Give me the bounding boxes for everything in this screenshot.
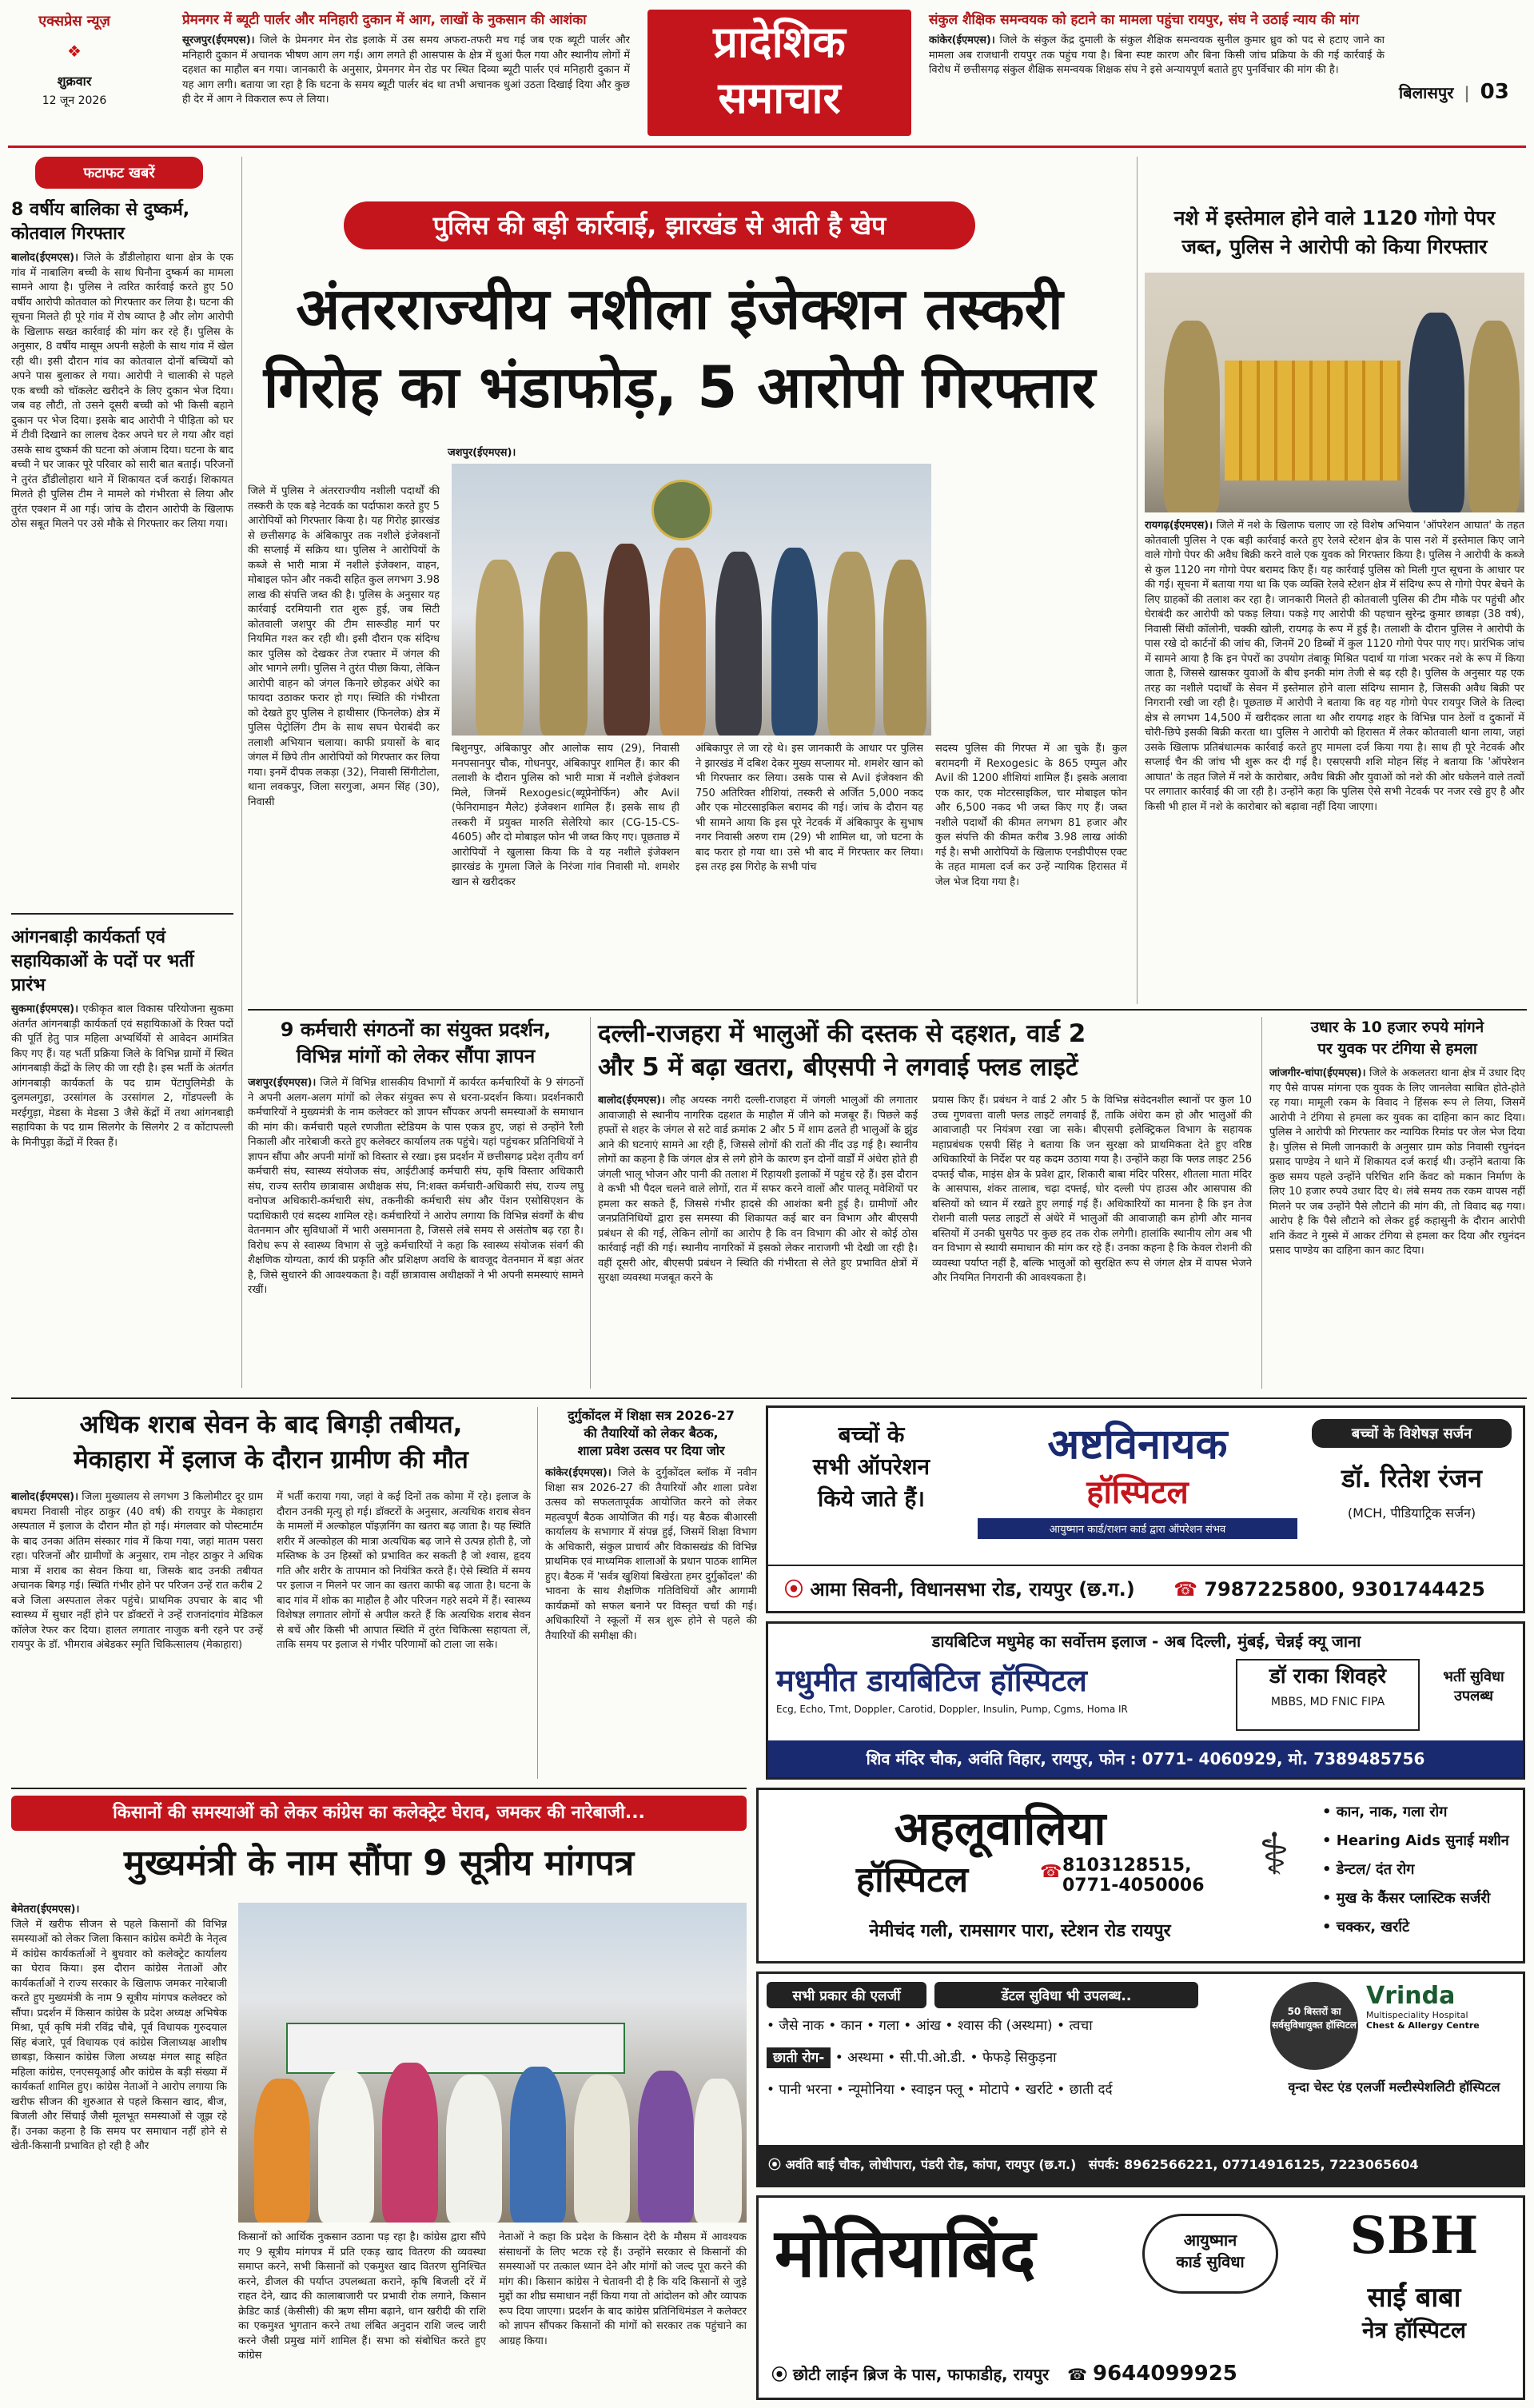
brief-text: एकीकृत बाल विकास परियोजना सुकमा अंतर्गत आंगनबाड़ी कार्यकर्ता एवं सहायिकाओं के रिक्त पदों की पूर्ति हेतु पात्र महिला अभ्यर्थियों से आवेदन आमंत्रित किए गए हैं। यह भर्ती प्रक्रिया जिले के विभिन्न ग्रामों में स्थित आंगनबाड़ी केंद्रों के लिए की जा रही है। इस भर्ती के अंतर्गत आंगनबाड़ी कार्यकर्ता के पद ग्राम पेंटापुलिमेडी के दुलमलगुड़ा, उरसांगल के उरसांगल 2, गोंडपल्ली के मरईगुड़ा, मेडसा के मेडसा 3 जैसे केंद्रों में तथा आंगनबाड़ी सहायिका के पद ग्राम सिलगेर के सिलगेर 2 व कोंटापल्ली के मिनीपुड़ा केंद्रों में रिक्त हैं। (11, 1003, 233, 1149)
ad-scheme-strip: आयुष्मान कार्ड/राशन कार्ड द्वारा ऑपरेशन संभव (978, 1518, 1297, 1539)
ad-doctor-degree: MBBS, MD FNIC FIPA (1270, 1696, 1385, 1708)
page-locator: बिलासपुर | 03 (1399, 80, 1509, 104)
story-text: जिले के दुर्गुकोंदल ब्लॉक में नवीन शिक्षा सत्र 2026-27 की तैयारियों और शाला प्रवेश उत्सव को सफलतापूर्वक आयोजित करने को लेकर महत्वपूर्ण बैठक आयोजित की गई। यह बैठक बीआरसी कार्यालय के सभागार में संपन्न हुई, जिसमें शिक्षा विभाग के अधिकारी, संकुल प्राचार्य और विकासखंड की विभिन्न प्राथमिक एवं माध्यमिक शालाओं के प्रधान पाठक शामिल हुए। बैठक में 'सर्वत्र खुशियां बिखेरता हमर दुर्गुकोंदल' की भावना के साथ शैक्षणिक गतिविधियों और आगामी कार्यक्रमों को सफल बनाने पर विस्तृत चर्चा की गई। अधिकारियों ने स्कूलों में सत्र शुरू होने से पहले की तैयारियों की समीक्षा की। (545, 1467, 757, 1642)
ad-vrinda-name: Vrinda (1366, 1982, 1456, 2010)
ad-hospital-name: अष्टविनायक (1047, 1421, 1228, 1469)
story-headline-1: 9 कर्मचारी संगठनों का संयुक्त प्रदर्शन, (280, 1019, 552, 1041)
bottom-body-col1 (11, 1903, 227, 2398)
protester-figure (254, 2079, 310, 2223)
brief-divider (11, 913, 233, 915)
story-text: जिले में विभिन्न शासकीय विभागों में कार्यरत कर्मचारियों के 9 संगठनों ने अपनी अलग-अलग मांगों को लेकर संयुक्त रूप से धरना-प्रदर्शन किया। प्रदर्शनकारी कर्मचारियों ने मुख्यमंत्री के नाम कलेक्टर को ज्ञापन सौंपकर अपनी समस्याओं के समाधान की मांग की। कर्मचारी पहले रणजीता स्टेडियम के पास एकत्र हुए, जहां से उन्होंने रैली निकाली और नारेबाजी करते हुए कलेक्टर कार्यालय तक पहुंचे। यहां पहुंचकर प्रतिनिधियों ने ज्ञापन सौंपा और अपनी मांगों को विस्तार से रखा। इस प्रदर्शन में छत्तीसगढ़ प्रदेश तृतीय वर्ग कर्मचारी संघ, स्वास्थ्य संयोजक संघ, आईटीआई कर्मचारी संघ, कृषि विस्तार अधिकारी संघ, राज्य स्तरीय छात्रावास अधीक्षक संघ, नि:शक्त कर्मचारी-अधिकारी संघ, राज्य लघु वनोपज अधिकारी-कर्मचारी संघ, तकनीकी कर्मचारी संघ और पेंशन एसोसिएशन के पदाधिकारी एवं सदस्य शामिल रहे। कर्मचारियों ने आरोप लगाया कि विभिन्न संवर्गों के बीच वेतनमान और सुविधाओं में भारी असमानता है, जिससे लंबे समय से असंतोष बढ़ रहा है। विरोध रूप से स्वास्थ्य विभाग से जुड़े कर्मचारियों ने कहा कि स्वास्थ्य संयोजक संवर्ग की शैक्षणिक योग्यता, कार्य की प्रकृति और प्रशिक्षण अवधि के बावजूद वेतनमान में बड़ा अंतर है, जिसे सुधारने की आवश्यकता है। वहीं छात्रावास अधीक्षकों ने भी अपनी समस्याएं सामने रखीं। (248, 1077, 584, 1296)
bottom-body-col2: किसानों को आर्थिक नुकसान उठाना पड़ रहा है। कांग्रेस द्वारा सौंपे गए 9 सूत्रीय मांगपत्र में प्रति एकड़ खाद वितरण की व्यवस्था समाप्त करने, सभी किसानों को एकमुश्त खाद वितरण सुनिश्चित करने, डीजल की पर्याप्त उपलब्धता कराने, कृषि बिजली दरें में राहत देने, खाद की कालाबाजारी पर प्रभावी रोक लगाने, किसान क्रेडिट कार्ड (केसीसी) की ऋण सीमा बढ़ाने, धान खरीदी की राशि का एकमुश्त भुगतान करने तथा लंबित अनुदान राशि जल्द जारी करने जैसी प्रमुख मांगें शामिल हैं। सभा को संबोधित करते हुए कांग्रेस (238, 2231, 486, 2362)
police-emblem-icon (651, 480, 712, 540)
ad-phones (1040, 1856, 1230, 1896)
brief-body (11, 1003, 233, 1378)
ad-address: नेमीचंद गली, रामसागर पारा, स्टेशन रोड रायपुर (869, 1921, 1171, 1941)
teaser-headline: संकुल शैक्षिक समन्वयक को हटाने का मामला पहुंचा रायपुर, संघ ने उठाई न्याय की मांग (929, 12, 1360, 28)
ad-hospital-name: अहलूवालिया (894, 1801, 1106, 1856)
teaser-dateline: सूरजपुर(ईएमएस)। (182, 34, 255, 46)
masthead-divider (8, 146, 1526, 148)
section-divider (11, 1788, 747, 1789)
ad-ahluwalia (756, 1788, 1525, 1963)
issue-date: 12 जून 2026 (42, 94, 107, 107)
accused-figure (1408, 313, 1464, 512)
ad-service-item: • कान, नाक, गला रोग (1322, 1804, 1448, 1820)
ad-madhumeet (766, 1621, 1525, 1780)
story-headline-1: उधार के 10 हजार रुपये मांगने (1310, 1019, 1484, 1036)
protest-photo (238, 1903, 747, 2223)
officer-figure (1164, 321, 1220, 512)
ad-motiyabind (756, 2195, 1525, 2400)
story-body-col2: में भर्ती कराया गया, जहां वे कई दिनों तक कोमा में रहे। इलाज के दौरान उनकी मृत्यु हो गई। डॉक्टरों के अनुसार, अत्यधिक शराब सेवन के मामलों में अल्कोहल पॉइज़निंग का खतरा बढ़ जाता है। यह स्थिति शरीर में अल्कोहल की मात्रा अत्यधिक बढ़ जाने से उत्पन्न होती है, जो मस्तिष्क के उन हिस्सों को प्रभावित कर सकती है जो श्वास, हृदय गति और शरीर के तापमान को नियंत्रित करते हैं। ऐसे स्थिति में समय पर इलाज न मिलने पर जान का खतरा काफी बढ़ जाता है। घटना के बाद गांव में शोक का माहौल है और परिजन गहरे सदमे में हैं। स्वास्थ्य विशेषज्ञ लगातार लोगों से अपील करते हैं कि अत्यधिक शराब सेवन से बचें और किसी भी आपात स्थिति में तुरंत चिकित्सा सहायता लें, ताकि समय पर इलाज से गंभीर परिणामों को टाला जा सके। (277, 1491, 531, 1651)
brief-headline: आंगनबाड़ी कार्यकर्ता एवं सहायिकाओं के पदों पर भर्ती प्रारंभ (11, 927, 194, 995)
teaser-dateline: कांकेर(ईएमएस)। (929, 34, 995, 46)
ad-service-item: • चक्कर, खर्राटे (1322, 1919, 1410, 1936)
story-body (545, 1466, 757, 1778)
lead-arrest-photo (452, 464, 931, 736)
story-dateline: बालोद(ईएमएस)। (11, 1491, 79, 1503)
ad-sbh-name-line2: नेत्र हॉस्पिटल (1361, 2317, 1466, 2343)
ad-ayushman-badge (1142, 2214, 1278, 2294)
paper-name: एक्सप्रेस न्यूज़ (38, 13, 110, 30)
protester-figure (382, 2063, 438, 2223)
ad-services (1322, 1798, 1522, 1942)
ad-hospital-name: मधुमीत डायबिटिज हॉस्पिटल (776, 1663, 1087, 1698)
location-pin-icon: ⦿ (784, 1578, 803, 1601)
ad-doctor-degree: (MCH, पीडियाट्रिक सर्जन) (1347, 1505, 1476, 1521)
section-divider (248, 1009, 1527, 1011)
bottom-headline: मुख्यमंत्री के नाम सौंपा 9 सूत्रीय मांगपत्र (123, 1843, 635, 1884)
lead-body-col1: जिले में पुलिस ने अंतरराज्यीय नशीली पदार्थों की तस्करी के एक बड़े नेटवर्क का पर्दाफाश करते हुए 5 आरोपियों को गिरफ्तार किया है। यह गिरोह झारखंड से छत्तीसगढ़ के अंबिकापुर तक नशीले इंजेक्शनों की सप्लाई में सक्रिय था। पुलिस ने आरोपियों के कब्जे से भारी मात्रा में नशीले इंजेक्शन, वाहन, मोबाइल फोन और नकदी सहित कुल लगभग 3.98 लाख की संपत्ति जब्त की है। पुलिस के अनुसार यह कार्रवाई दरमियानी रात शुरू हुई, जब सिटी कोतवाली जशपुर की टीम सारूडीह मार्ग पर नियमित गश्त कर रही थी। इसी दौरान एक संदिग्ध कार पुलिस को देखकर तेज रफ्तार में जंगल की ओर भागने लगी। पुलिस ने तुरंत पीछा किया, लेकिन आरोपी वाहन को जंगल किनारे छोड़कर अंधेरे का फायदा उठाकर फरार हो गए। स्थिति की गंभीरता को देखते हुए पुलिस ने हाथीसार (फिनलेक) क्षेत्र में पुलिस पेट्रोलिंग टीम के साथ सघन घेराबंदी कर तलाशी अभियान चलाया। काफी प्रयासों के बाद जंगल में छिपे तीन आरोपियों को गिरफ्तार कर लिया गया। इनमें दीपक लकड़ा (32), निवासी सिंगीटोला, थाना लवकपुर, जिला सरगुजा, अमन सिंह (30), निवासी (248, 485, 440, 808)
ad-service-item: • Hearing Aids सुनाई मशीन (1322, 1832, 1509, 1849)
location-pin-icon: ⦿ (771, 2365, 787, 2384)
column-divider (537, 1407, 538, 1779)
section-title-line2: समाचार (718, 73, 841, 123)
employee-protest-story (248, 1017, 584, 1389)
phone-icon: ☎ (1067, 2365, 1088, 2384)
story-headline-1: दुर्गुकोंदल में शिक्षा सत्र 2026-27 (568, 1408, 735, 1423)
ad-title: मोतियाबिंद (775, 2214, 1036, 2292)
phone-icon: ☎ (1173, 1578, 1197, 1601)
protest-banner (286, 2023, 625, 2074)
ad-admission-line1: भर्ती सुविधा (1443, 1668, 1504, 1685)
lead-body-col2: बिशुनपुर, अंबिकापुर और आलोक साय (29), निवासी मनपसानपुर चौक, गोधनपुर, अंबिकापुर शामिल हैं। कार की तलाशी के दौरान पुलिस को भारी मात्रा में नशीले इंजेक्शन मिले, जिनमें Rexogesic(ब्यूप्रेनोर्फिन) और Avil (फेनिरामाइन मैलेट) इंजेक्शन शामिल हैं। इसके साथ ही तस्करी में प्रयुक्त मारुति सेलेरियो कार (CG-15-CS-4605) और दो मोबाइल फोन भी जब्त किए गए। पूछताछ में आरोपियों ने खुलासा किया कि वे यह नशीले इंजेक्शन झारखंड के गुमला जिले के निरंजा गांव निवासी मो. शमशेर खान से खरीदकर (452, 743, 679, 888)
protester-figure (510, 2067, 566, 2223)
column-divider (1137, 157, 1138, 1004)
ad-tagline-1: बच्चों के (838, 1421, 905, 1448)
right-story-text: जिले में नशे के खिलाफ चलाए जा रहे विशेष अभियान 'ऑपरेशन आघात' के तहत कोतवाली पुलिस ने एक बड़ी कार्रवाई करते हुए रेलवे स्टेशन क्षेत्र के पास नशे में इस्तेमाल किए जाने वाले गोगो पेपर की अवैध बिक्री करने वाले एक युवक को गिरफ्तार किया है। पुलिस ने आरोपी के कब्जे से कुल 1120 नग गोगो पेपर बरामद किए हैं। यह कार्रवाई पुलिस को मिली गुप्त सूचना के आधार पर की गई। सूचना में बताया गया था कि एक व्यक्ति रेलवे स्टेशन क्षेत्र में संदिग्ध रूप से गोगो पेपर बेचने के लिए ग्राहकों की तलाश कर रहा है। जानकारी मिलते ही कोतवाली पुलिस की टीम मौके पर पहुंची और घेराबंदी कर आरोपी को पकड़ लिया। पकड़े गए आरोपी की पहचान सुरेन्द्र कुमार छाबड़ा (38 वर्ष), निवासी सिंधी कॉलोनी, चक्की खोली, रायगढ़ के रूप में हुई है। तलाशी के दौरान पुलिस ने आरोपी के पास रखे दो कार्टनों की जांच की, जिनमें 20 डिब्बों में कुल 1120 गोगो पेपर पाए गए। प्रारंभिक जांच में सामने आया है कि इन पेपरों का उपयोग तंबाकू मिश्रित पदार्थ या गांजा भरकर नशे के रूप में किया जाता है, जिससे खासकर युवाओं के बीच इनकी मांग तेजी से बढ़ रही है। पुलिस के अनुसार यह एक तरह का नशीले पदार्थों के सेवन में इस्तेमाल होने वाला संदिग्ध सामान है, जिसकी अवैध बिक्री पर निगरानी रखी जा रही है। पूछताछ में आरोपी ने बताया कि वह यह गोगो पेपर रायपुर जिले के तिल्दा क्षेत्र से लगभग 14,500 में खरीदकर लाता था और रायगढ़ शहर के विभिन्न पान ठेलों व दुकानों में चोरी-छिपे इसकी बिक्री करता था। पुलिस ने आरोपी को हिरासत में लेकर कोतवाली थाना लाया, जहां उसके खिलाफ प्रतिबंधात्मक कार्रवाई करते हुए मामला दर्ज किया गया है। साथ ही पूरे नेटवर्क और सप्लाई चैन की जांच भी शुरू कर दी गई है। एसएसपी शशि मोहन सिंह ने बताया कि 'ऑपरेशन आघात' के तहत जिले में नशे के कारोबार, अवैध बिक्री और युवाओं को नशे की ओर धकेलने वाले तत्वों पर लगातार कार्रवाई की जा रही है। उन्होंने कहा कि पुलिस ऐसे सभी नेटवर्क पर नजर रखे हुए है और किसी भी हाल में नशे के कारोबार को बढ़ावा नहीं दिया जाएगा। (1145, 520, 1524, 813)
ad-footer (759, 2350, 1318, 2398)
ad-chest-label: छाती रोग- (767, 2047, 831, 2068)
story-headline-2: और 5 में बढ़ा खतरा, बीएसपी ने लगवाई फ्लड लाइटें (598, 1053, 1078, 1082)
column-divider (1261, 1017, 1262, 1389)
ad-other-list: • पानी भरना • न्यूमोनिया • स्वाइन फ्लू • मोटापे • खर्राटे • छाती दर्द (767, 2082, 1113, 2098)
ad-hospital-sub: हॉस्पिटल (1086, 1474, 1189, 1511)
education-session-story (545, 1407, 757, 1779)
story-body-col1 (11, 1490, 263, 1778)
story-dateline: बालोद(ईएमएस)। (598, 1094, 666, 1106)
masthead-right-teaser (929, 11, 1385, 139)
story-dateline: जशपुर(ईएमएस)। (248, 1077, 317, 1089)
story-headline-2: मेकाहारा में इलाज के दौरान ग्रामीण की मौत (74, 1445, 468, 1474)
story-body (1269, 1066, 1525, 1386)
story-dateline: कांकेर(ईएमएस)। (545, 1467, 612, 1479)
ad-vrinda-hindi-name: वृन्दा चेस्ट एंड एलर्जी मल्टीस्पेशलिटी हॉस्पिटल (1288, 2079, 1500, 2095)
ad-specialist-label: बच्चों के विशेषज्ञ सर्जन (1312, 1419, 1512, 1448)
brief-headline: 8 वर्षीय बालिका से दुष्कर्म, कोतवाल गिरफ्तार (11, 200, 190, 244)
ad-address: छोटी लाईन ब्रिज के पास, फाफाडीह, रायपुर (792, 2365, 1050, 2384)
ad-sbh-logo: SBH (1349, 2206, 1479, 2266)
paper-brand (14, 11, 134, 131)
ad-allergy-list: • जैसे नाक • कान • गला • आंख • श्वास की (अस्थमा) • त्वचा (767, 2018, 1093, 2034)
right-story-headline-1: नशे में इस्तेमाल होने वाले 1120 गोगो पेपर (1173, 206, 1496, 229)
brief-dateline: सुकमा(ईएमएस)। (11, 1003, 79, 1015)
story-headline-2: पर युवक पर टंगिया से हमला (1317, 1040, 1477, 1058)
ad-phone: 7987225800, 9301744425 (1204, 1578, 1485, 1601)
accused-figure (659, 548, 706, 736)
brief-text: जिले के डौंडीलोहारा थाना क्षेत्र के एक गांव में नाबालिग बच्ची के साथ घिनौना दुष्कर्म का मामला सामने आया है। पुलिस ने त्वरित कार्रवाई करते हुए 50 वर्षीय आरोपी कोतवाल को गिरफ्तार कर लिया है। घटना की सूचना मिलते ही पूरे गांव में रोष व्याप्त है और लोग आरोपी के खिलाफ सख्त कार्रवाई की मांग कर रहे हैं। पुलिस के अनुसार, 8 वर्षीय मासूम अपनी सहेली के साथ गांव में खेल रही थी। इसी दौरान गांव का कोतवाल दोनों बच्चियों को अपने पास बुलाकर ले गया। आरोपी ने चालाकी से पहले एक बच्ची को चॉकलेट खरीदने के लिए दुकान भेज दिया। जब वह लौटी, तो उसने दूसरी बच्ची को भी किसी बहाने दुकान पर भेज दिया। इसके बाद आरोपी ने पीड़िता को घर में टीवी दिखाने का लालच देकर अपने घर ले गया और वहां उसके साथ दुष्कर्म की घटना को अंजाम दिया। घटना के बाद बच्ची ने घर जाकर पूरे परिवार को सारी बात बताई। परिजनों ने तुरंत डौंडीलोहारा थाने में शिकायत दर्ज कराई। शिकायत मिलते ही पुलिस टीम ने मामले को गंभीरता से लिया और तुरंत एक्शन में आ गई। जांच के दौरान आरोपी के खिलाफ ठोस सबूत मिलने पर उसे मौके से गिरफ्तार कर लिया गया। (11, 252, 233, 530)
section-title-line1: प्रादेशिक (713, 17, 846, 67)
ad-vrinda-sub2: Chest & Allergy Centre (1366, 2020, 1480, 2031)
ad-tag-allergy: सभी प्रकार की एलर्जी (767, 1982, 926, 2008)
ad-admission (1428, 1667, 1520, 1705)
ad-vrinda-logo (1366, 1982, 1518, 2031)
ad-top-line: डायबिटिज मधुमेह का सर्वोत्तम इलाज - अब दिल्ली, मुंबई, चेन्नई क्यू जाना (931, 1632, 1361, 1651)
ad-admission-line2: उपलब्ध (1453, 1688, 1493, 1704)
page-number: 03 (1480, 80, 1509, 104)
ad-sbh-name-line1: साईं बाबा (1367, 2282, 1461, 2314)
ad-doctor-name: डॉ राका शिवहरे (1269, 1664, 1387, 1688)
right-story-headline-2: जब्त, पुलिस ने आरोपी को किया गिरफ्तार (1181, 235, 1488, 258)
brand-ornament-icon: ❖ (67, 42, 82, 61)
ad-ashtavinayak (766, 1405, 1525, 1613)
story-dateline: जांजगीर-चांपा(ईएमएस)। (1269, 1067, 1366, 1079)
lead-headline-line1: अंतरराज्यीय नशीला इंजेक्शन तस्करी (296, 275, 1063, 342)
bottom-dateline: बेमेतरा(ईएमएस)। (11, 1904, 80, 1916)
bottom-text: जिले में खरीफ सीजन से पहले किसानों की विभिन्न समस्याओं को लेकर जिला किसान कांग्रेस कमेटी के नेतृत्व में कांग्रेस कार्यकर्ताओं ने बुधवार को कलेक्ट्रेट कार्यालय का घेराव किया। इस दौरान कांग्रेस नेताओं और कार्यकर्ताओं ने राज्य सरकार के खिलाफ जमकर नारेबाजी करते हुए मुख्यमंत्री के नाम 9 सूत्रीय मांगपत्र कलेक्टर को सौंपा। प्रदर्शन में किसान कांग्रेस के प्रदेश अध्यक्ष अभिषेक मिश्रा, पूर्व कृषि मंत्री रविंद्र चौबे, पूर्व विधायक गुरुदयाल सिंह बंजारे, पूर्व विधायक एवं कांग्रेस जिलाध्यक्ष आशीष छाबड़ा, किसान कांग्रेस जिला अध्यक्ष मंगल साहू सहित महिला कांग्रेस, एनएसयूआई और कांग्रेस के बड़ी संख्या में कार्यकर्ता शामिल हुए। कांग्रेस नेताओं ने आरोप लगाया कि खरीफ सीजन की शुरुआत से पहले किसान खाद, बीज, बिजली और सिंचाई जैसी मूलभूत समस्याओं से जूझ रहे हैं। उनका कहना है कि समय पर समाधान नहीं होने से खेती-किसानी प्रभावित हो रही है और (11, 1918, 227, 2152)
ad-address: आमा सिवनी, विधानसभा रोड, रायपुर (छ.ग.) (810, 1578, 1135, 1601)
protester-figure (446, 2075, 502, 2223)
ad-tests: Ecg, Echo, Tmt, Doppler, Carotid, Doppler, Insulin, Pump, Cgms, Homa IR (776, 1704, 1128, 1715)
teaser-text: जिले के प्रेमनगर मेन रोड इलाके में उस समय अफरा-तफरी मच गई जब एक ब्यूटी पार्लर और मनिहारी दुकान में अचानक भीषण आग लग गई। आग लगते ही आसपास के क्षेत्र में धुआं फैल गया और स्थानीय लोगों में दहशत का माहौल बन गया। जानकारी के अनुसार, प्रेमनगर मेन रोड पर स्थित दिव्या ब्यूटी पार्लर एवं मनिहारी दुकान में यह आग लगी। बताया जा रहा है कि घटना के समय ब्यूटी पार्लर बंद था तभी अचानक धुआं उठता दिखाई दिया और कुछ ही देर में आग ने विकराल रूप ले लिया। (182, 34, 630, 106)
column-divider (590, 1017, 591, 1389)
lead-dateline: जशपुर(ईएमएस)। (448, 447, 516, 459)
right-story (1145, 204, 1524, 1003)
accused-figure (771, 548, 818, 736)
ad-service-item: • डेन्टल/ दंत रोग (1322, 1861, 1415, 1878)
sidebar-briefs (11, 157, 233, 1388)
gogo-paper-seizure-photo (1145, 273, 1524, 512)
story-text: जिला मुख्यालय से लगभग 3 किलोमीटर दूर ग्राम बघमरा निवासी नोहर ठाकुर (40 वर्ष) की रायपुर के मेकाहारा अस्पताल में इलाज के दौरान मौत हो गई। मंगलवार को पोस्टमार्टम के बाद उनका अंतिम संस्कार गांव में किया गया, जहां मातम पसरा रहा। परिजनों और ग्रामीणों के अनुसार, राम नोहर ठाकुर ने अधिक मात्रा में शराब का सेवन किया था, जिसके बाद उनकी तबीयत अचानक बिगड़ गई। स्थिति गंभीर होने पर परिजन उन्हें रात करीब 2 बजे जिला अस्पताल लेकर पहुंचे। प्राथमिक उपचार के बाद भी स्वास्थ्य में सुधार नहीं होने पर डॉक्टरों ने उन्हें राजनांदगांव मेडिकल कॉलेज रेफर कर दिया। हालत लगातार नाजुक बनी रहने पर उन्हें रायपुर के डॉ. भीमराव अंबेडकर स्मृति चिकित्सालय (मेकाहारा) (11, 1491, 263, 1651)
bear-story (598, 1017, 1253, 1389)
story-headline-1: दल्ली-राजहरा में भालुओं की दस्तक से दहशत, वार्ड 2 (598, 1019, 1086, 1048)
protester-figure (318, 2071, 374, 2223)
teaser-headline: प्रेमनगर में ब्यूटी पार्लर और मनिहारी दुकान में आग, लाखों के नुकसान की आशंका (182, 12, 587, 28)
teaser-body (182, 34, 630, 133)
bottom-kicker: किसानों की समस्याओं को लेकर कांग्रेस का कलेक्ट्रेट घेराव, जमकर की नारेबाजी... (11, 1796, 747, 1831)
story-body (248, 1076, 584, 1383)
story-headline-1: अधिक शराब सेवन के बाद बिगड़ी तबीयत, (79, 1410, 463, 1439)
masthead-left-teaser (182, 11, 630, 139)
ad-phone: 9644099925 (1092, 2362, 1237, 2386)
ad-chest-row (767, 2047, 1262, 2066)
story-headline-2: की तैयारियों को लेकर बैठक, (584, 1425, 719, 1441)
officer-figure (476, 560, 524, 736)
ad-phone-1: 8103128515, (1062, 1856, 1192, 1876)
story-body-col2: प्रयास किए हैं। प्रबंधन ने वार्ड 2 और 5 के विभिन्न संवेदनशील स्थानों पर कुल 10 उच्च गुणवत्ता वाली फ्लड लाइटें लगवाई हैं, ताकि अंधेरा कम हो और भालुओं की आवाजाही पर नियंत्रण रखा जा सके। बीएसपी इलेक्ट्रिकल विभाग के सहायक महाप्रबंधक एसपी सिंह ने बताया कि जन सुरक्षा को प्राथमिकता देते हुए वरिष्ठ अधिकारियों के निर्देश पर यह कदम उठाया गया है। उन्होंने कहा कि फ्लड लाइट 256 दफ्तई चौक, माइंस क्षेत्र के प्रवेश द्वार, शिकारी बाबा मंदिर परिसर, शीतला माता मंदिर के आसपास, शंकर तालाब, चढ़ा दफ्तई, घोर दल्ली पंप हाउस और आसपास की बस्तियों को ध्यान में रखते हुए लगाई गई हैं। अधिकारियों का मानना है कि इन तेज रोशनी वाली फ्लड लाइटों से अंधेरे में भालुओं की आवाजाही कम होगी और मानव बस्तियों में उनकी घुसपैठ पर कुछ हद तक रोक लगेगी। हालांकि स्थानीय लोग अब भी वन विभाग से स्थायी समाधान की मांग कर रहे हैं। उनका कहना है कि केवल रोशनी की व्यवस्था पर्याप्त नहीं है, बल्कि भालुओं को सुरक्षित रूप से जंगल क्षेत्र में वापस भेजने और नियमित निगरानी की आवश्यकता है। (932, 1094, 1252, 1284)
masthead (0, 0, 1534, 142)
ad-vrinda-sub: Multispeciality Hospital (1366, 2010, 1468, 2020)
officer-figure (540, 552, 588, 736)
teaser-text: जिले के संकुल केंद्र दुमाली के संकुल शैक्षिक समन्वयक सुनील कुमार ध्रुव को पद से हटाए जाने का मामला अब राजधानी रायपुर तक पहुंच गया है। बिना स्पष्ट कारण और बिना किसी जांच प्रक्रिया के की गई कार्रवाई के विरोध में छत्तीसगढ़ संकुल शैक्षिक समन्वयक शिक्षक संघ ने इसे अन्यायपूर्ण बताते हुए पुनर्विचार की मांग की है। (929, 34, 1385, 76)
ad-logo-icon: ⚕ (1258, 1820, 1290, 1888)
story-text: जिले के अकलतरा थाना क्षेत्र में उधार दिए गए पैसे वापस मांगना एक युवक के लिए जानलेवा साबित होते-होते रह गया। मामूली रकम के विवाद ने हिंसक रूप ले लिया, जिसमें आरोपी ने टंगिया से हमला कर युवक का दाहिना कान काट दिया। पुलिस ने आरोपी को गिरफ्तार कर न्यायिक रिमांड पर जेल भेज दिया है। पुलिस से मिली जानकारी के अनुसार ग्राम कोड निवासी रघुनंदन प्रसाद पाण्डेय ने थाने में शिकायत दर्ज कराई थी। उन्होंने बताया कि कुछ समय पहले उन्होंने परिचित शनि केंवट को मकान निर्माण के लिए 10 हजार रुपये उधार दिए थे। लंबे समय तक रकम वापस नहीं मिलने पर जब उन्होंने पैसे लौटाने की मांग की, तो विवाद बढ़ गया। आरोप है कि पैसे लौटाने को लेकर हुई कहासुनी के दौरान आरोपी शनि केंवट ने गुस्से में आकर टंगिया से हमला कर दिया और रघुनंदन प्रसाद पाण्डेय का दाहिना कान काट दिया। (1269, 1067, 1525, 1257)
right-story-body (1145, 519, 1524, 1023)
ad-tagline-2: सभी ऑपरेशन (812, 1453, 930, 1480)
brief-body (11, 251, 233, 907)
story-text: लौह अयस्क नगरी दल्ली-राजहरा में जंगली भालुओं की लगातार आवाजाही से स्थानीय नागरिक दहशत के माहौल में जीने को मजबूर हैं। पिछले कई हफ्तों से शहर के जंगल से सटे वार्ड क्रमांक 2 और 5 में शाम ढलते ही भालुओं के झुंड आने की घटनाएं सामने आ रही हैं, जिससे लोगों की रातों की नींद उड़ गई है। स्थानीय लोगों का कहना है कि जंगल क्षेत्र से लगे होने के कारण इन दोनों वार्डों में अंधेरा होते ही जंगली भालू भोजन और पानी की तलाश में रिहायशी इलाकों में पहुंच रहे हैं। इस दौरान वे कभी भी पैदल चलने वाले लोगों, रात में सफर करने वालों और पालतू मवेशियों पर हमला कर सकते हैं, जिससे गंभीर हादसे की आशंका बनी हुई है। ग्रामीणों और जनप्रतिनिधियों द्वारा इस समस्या की शिकायत कई बार वन विभाग और बीएसपी प्रबंधन से की गई, लेकिन लोगों का आरोप है कि वन विभाग की ओर से कोई ठोस कार्रवाई नहीं की गई। स्थानीय नागरिकों में इसको लेकर नाराजगी भी देखी जा रही है। वहीं दूसरी ओर, बीएसपी प्रबंधन ने स्थिति की गंभीरता से लेते हुए प्रभावित क्षेत्रों में सुरक्षा व्यवस्था मजबूत करने के (598, 1094, 918, 1284)
protester-figure (694, 2079, 742, 2223)
lead-kicker: पुलिस की बड़ी कार्रवाई, झारखंड से आती है खेप (344, 201, 975, 249)
ad-service-item: • मुख के कैंसर प्लास्टिक सर्जरी (1322, 1890, 1491, 1907)
story-headline-3: शाला प्रवेश उत्सव पर दिया जोर (577, 1443, 725, 1458)
officer-figure (1468, 321, 1520, 512)
brief-dateline: बालोद(ईएमएस)। (11, 252, 79, 264)
teaser-body (929, 34, 1385, 133)
ad-hospital-sub: हॉस्पिटल (855, 1860, 969, 1900)
ad-footer: शिव मंदिर चौक, अवंति विहार, रायपुर, फोन : 0771- 4060929, मो. 7389485756 (768, 1740, 1523, 1777)
lead-body-col3: अंबिकापुर ले जा रहे थे। इस जानकारी के आधार पर पुलिस ने झारखंड में दबिश देकर मुख्य सप्लायर मो. शमशेर खान को भी गिरफ्तार कर लिया। उसके पास से Avil इंजेक्शन की 750 अतिरिक्त शीशियां, तस्करी से अर्जित 5,000 नकद और एक मोटरसाइकिल बरामद की गई। जांच के दौरान यह भी सामने आया कि इस पूरे नेटवर्क में अंबिकापुर के सुभाष नगर निवासी अरुण राम (29) भी शामिल था, जो घटना के बाद फरार हो गया था। उसे भी बाद में गिरफ्तार कर लिया। इस तरह इस गिरोह के सभी पांच (695, 743, 923, 873)
phone-icon: ☎ (1040, 1862, 1062, 1882)
accused-figure (715, 552, 762, 736)
ad-doctor-name: डॉ. रितेश रंजन (1341, 1463, 1482, 1493)
ad-beds-badge: 50 बिस्तरों का सर्वसुविधायुक्त हॉस्पिटल (1270, 1982, 1358, 2070)
section-divider (11, 1397, 1527, 1399)
right-story-dateline: रायगढ़(ईएमएस)। (1145, 520, 1213, 532)
officer-figure (883, 560, 926, 736)
ad-footer (759, 2145, 1523, 2185)
story-headline-2: विभिन्न मांगों को लेकर सौंपा ज्ञापन (296, 1045, 536, 1067)
ad-tagline (779, 1419, 963, 1515)
lead-headline-line2: गिरोह का भंडाफोड़, 5 आरोपी गिरफ्तार (263, 353, 1096, 421)
ad-tagline-3: किये जाते हैं। (818, 1485, 925, 1512)
section-banner (647, 10, 911, 136)
loan-attack-story (1269, 1017, 1525, 1389)
ad-chest-list: • अस्थमा • सी.पी.ओ.डी. • फेफड़े सिकुड़ना (835, 2050, 1057, 2066)
ad-badge-line1: आयुष्मान (1183, 2231, 1237, 2250)
lead-body-col4: सदस्य पुलिस की गिरफ्त में आ चुके हैं। कुल बरामदगी में Rexogesic के 865 एम्पुल और Avil की 1200 शीशियां शामिल हैं। इसके अलावा एक कार, एक मोटरसाइकिल, चार मोबाइल फोन और 6,500 नकद भी जब्त किए गए हैं। जब्त नशीले पदार्थों की कीमत लगभग 81 हजार और कुल संपत्ति की कीमत करीब 3.98 लाख आंकी गई है। सभी आरोपियों के खिलाफ एनडीपीएस एक्ट के तहत मामला दर्ज कर उन्हें न्यायिक हिरासत में जेल भेज दिया गया है। (935, 743, 1127, 888)
ad-footer (768, 1565, 1523, 1611)
protester-figure (574, 2075, 630, 2223)
issue-day: शुक्रवार (57, 74, 92, 89)
seized-boxes-stack (1225, 361, 1401, 480)
ad-phone-2: 0771-4050006 (1062, 1876, 1205, 1896)
story-body-col1 (598, 1094, 918, 1388)
protester-figure (638, 2071, 694, 2223)
ad-vrinda (756, 1971, 1525, 2187)
accused-figure (604, 544, 650, 736)
ad-contact-label: संपर्क: (1088, 2157, 1120, 2172)
sidebar-label: फटाफट खबरें (35, 157, 203, 189)
ad-doctor-block (1236, 1659, 1420, 1731)
location-pin-icon: ⦿ (768, 2157, 782, 2172)
alcohol-death-story (11, 1407, 531, 1779)
city-name: बिलासपुर (1399, 83, 1454, 102)
ad-sbh-name (1318, 2278, 1510, 2345)
bottom-body-col3: नेताओं ने कहा कि प्रदेश के किसान देरी के मौसम में आवश्यक संसाधनों के लिए भटक रहे हैं। उन्होंने सरकार से किसानों की समस्याओं पर तत्काल ध्यान देने और मांगों को जल्द पूरा करने की मांग की। किसान कांग्रेस ने चेतावनी दी है कि यदि किसानों से जुड़े मुद्दों का शीघ्र समाधान नहीं किया गया तो आंदोलन को और व्यापक रूप दिया जाएगा। प्रदर्शन के बाद कांग्रेस प्रतिनिधिमंडल ने कलेक्टर को ज्ञापन सौंपकर किसानों की मांगों को सरकार तक पहुंचाने का आग्रह किया। (499, 2231, 747, 2347)
ad-address: अवंति बाई चौक, लोधीपारा, पंडरी रोड, कांपा, रायपुर (छ.ग.) (785, 2157, 1077, 2172)
ad-tag-dental: डेंटल सुविधा भी उपलब्ध.. (934, 1982, 1198, 2008)
officer-figure (827, 552, 875, 736)
ad-contact: 8962566221, 07714916125, 7223065604 (1124, 2157, 1419, 2172)
ad-badge-line2: कार्ड सुविधा (1176, 2252, 1245, 2271)
